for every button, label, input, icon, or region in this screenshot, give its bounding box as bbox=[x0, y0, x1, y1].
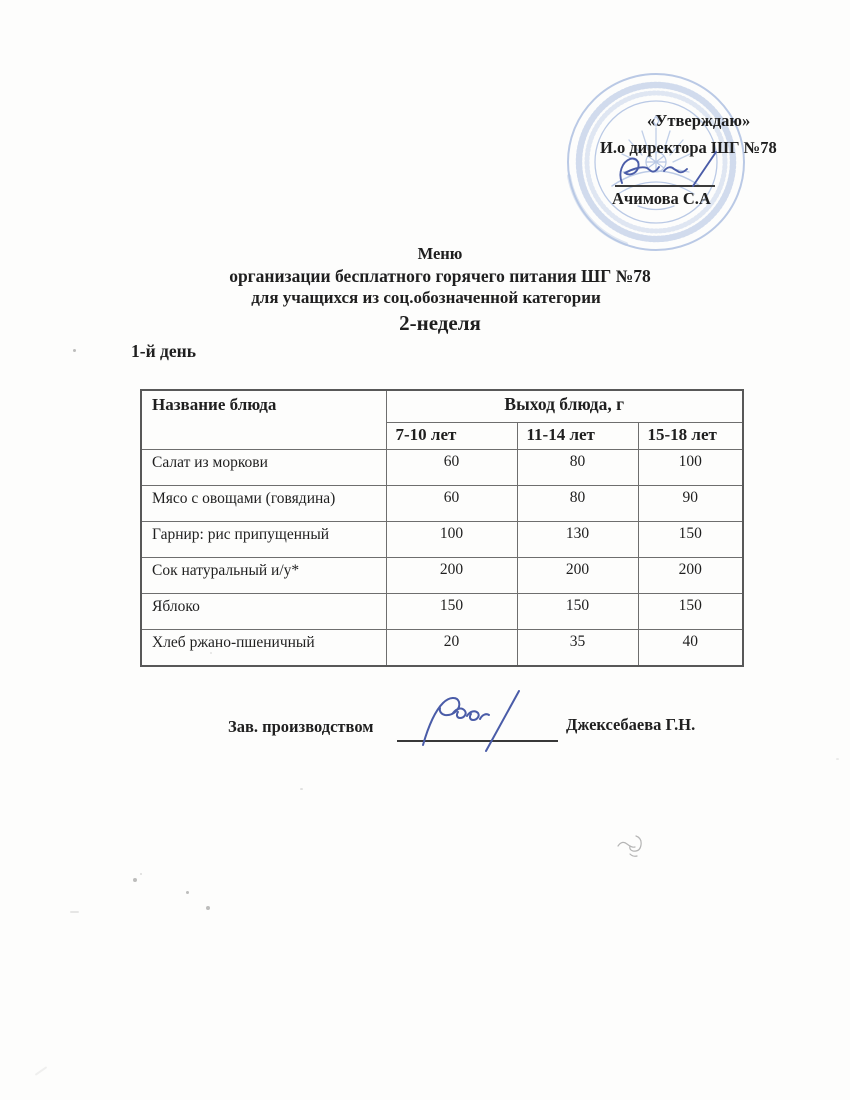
scan-speck bbox=[73, 349, 76, 352]
portion-value-cell: 200 bbox=[517, 558, 638, 594]
scan-speck bbox=[206, 906, 210, 910]
portion-value-cell: 60 bbox=[386, 486, 517, 522]
menu-title: Меню bbox=[417, 244, 463, 263]
menu-table bbox=[140, 389, 744, 667]
scan-speck bbox=[140, 873, 142, 875]
approval-director-line: И.о директора ШГ №78 bbox=[600, 138, 777, 157]
manager-signature-icon bbox=[413, 683, 558, 753]
table-row bbox=[141, 594, 743, 630]
scan-speck bbox=[70, 911, 79, 913]
dish-name-cell: Сок натуральный и/у* bbox=[141, 558, 386, 594]
approval-quote: «Утверждаю» bbox=[647, 111, 751, 130]
director-signature-icon bbox=[608, 146, 726, 192]
portion-value-cell: 200 bbox=[638, 558, 743, 594]
age-header-11-14: 11-14 лет bbox=[517, 423, 638, 450]
age-header-15-18: 15-18 лет bbox=[638, 423, 743, 450]
portion-value-cell: 60 bbox=[386, 450, 517, 486]
portion-value-cell: 100 bbox=[386, 522, 517, 558]
table-row bbox=[141, 630, 743, 667]
dish-name-cell: Яблоко bbox=[141, 594, 386, 630]
scan-speck bbox=[300, 788, 303, 790]
portion-value-cell: 150 bbox=[638, 594, 743, 630]
day-label: 1-й день bbox=[131, 341, 196, 361]
portion-value-cell: 80 bbox=[517, 486, 638, 522]
portion-value-cell: 40 bbox=[638, 630, 743, 667]
portion-value-cell: 100 bbox=[638, 450, 743, 486]
dish-name-cell: Мясо с овощами (говядина) bbox=[141, 486, 386, 522]
dish-name-cell: Хлеб ржано-пшеничный bbox=[141, 630, 386, 667]
menu-subtitle-1: организации бесплатного горячего питания ШГ №78 bbox=[229, 266, 651, 286]
table-row bbox=[141, 558, 743, 594]
table-row bbox=[141, 522, 743, 558]
portion-value-cell: 150 bbox=[386, 594, 517, 630]
table-row bbox=[141, 486, 743, 522]
menu-subtitle-2: для учащихся из соц.обозначенной категории bbox=[251, 288, 601, 307]
portion-value-cell: 130 bbox=[517, 522, 638, 558]
production-manager-label: Зав. производством bbox=[228, 717, 374, 736]
dish-name-cell: Салат из моркови bbox=[141, 450, 386, 486]
table-header-row-1 bbox=[141, 390, 743, 423]
portion-group-header: Выход блюда, г bbox=[386, 390, 743, 423]
portion-value-cell: 150 bbox=[638, 522, 743, 558]
dish-name-cell: Гарнир: рис припущенный bbox=[141, 522, 386, 558]
scan-speck bbox=[35, 1066, 48, 1076]
portion-value-cell: 20 bbox=[386, 630, 517, 667]
portion-value-cell: 90 bbox=[638, 486, 743, 522]
scan-speck bbox=[186, 891, 189, 894]
portion-value-cell: 200 bbox=[386, 558, 517, 594]
production-manager-name: Джексебаева Г.Н. bbox=[566, 715, 696, 734]
portion-value-cell: 150 bbox=[517, 594, 638, 630]
table-row bbox=[141, 450, 743, 486]
scan-smudge bbox=[610, 828, 658, 862]
age-header-7-10: 7-10 лет bbox=[386, 423, 517, 450]
approval-director-name: Ачимова С.А bbox=[612, 189, 711, 208]
dish-column-header: Название блюда bbox=[141, 390, 386, 450]
scan-speck bbox=[133, 878, 137, 882]
scan-speck bbox=[836, 758, 839, 760]
title-block bbox=[15, 243, 850, 336]
week-label: 2-неделя bbox=[399, 311, 481, 335]
portion-value-cell: 35 bbox=[517, 630, 638, 667]
portion-value-cell: 80 bbox=[517, 450, 638, 486]
